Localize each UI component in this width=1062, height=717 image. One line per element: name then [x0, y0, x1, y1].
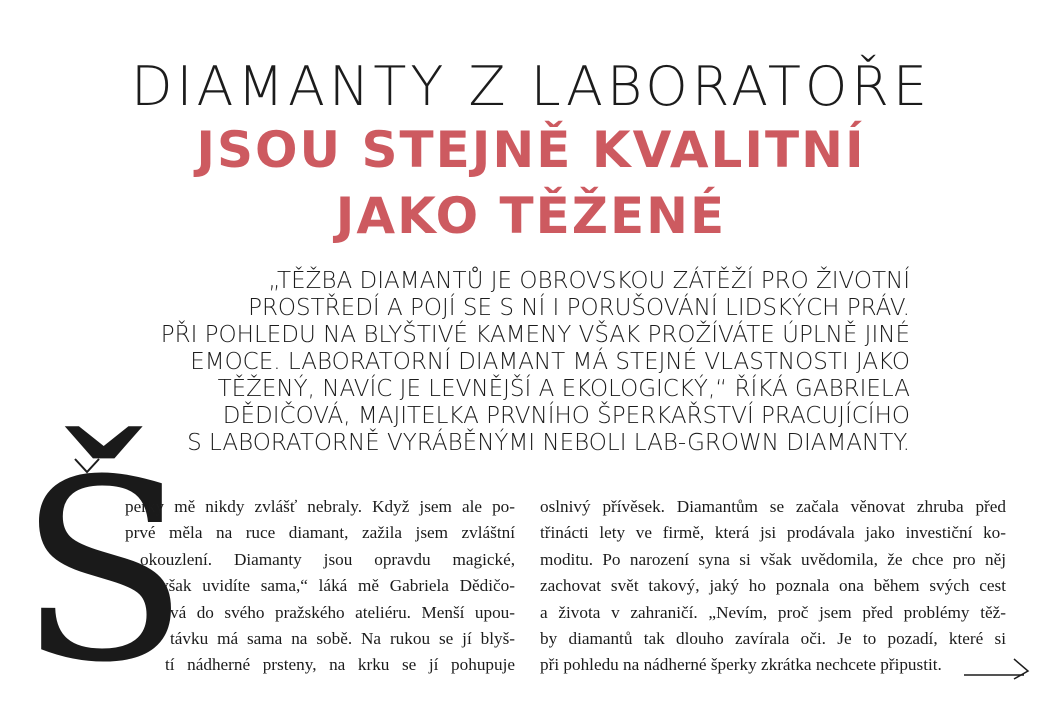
body-line: by diamantů tak dlouho zavírala oči. Je to pozadí, které si: [540, 629, 1006, 649]
lead-line: TĚŽENÝ, NAVÍC JE LEVNĚJŠÍ A EKOLOGICKÝ,“ ŘÍKÁ GABRIELA: [217, 376, 910, 402]
body-line: však uvidíte sama,“ láká mě Gabriela Dědičo-: [160, 576, 515, 596]
lead-line: S LABORATORNĚ VYRÁBĚNÝMI NEBOLI LAB-GROWN DIAMANTY.: [187, 430, 910, 456]
body-line: okouzlení. Diamanty jsou opravdu magické,: [140, 549, 515, 569]
body-line: a života v zahraničí. „Nevím, proč jsem před problémy těž-: [540, 602, 1006, 622]
lead-line: EMOCE. LABORATORNÍ DIAMANT MÁ STEJNÉ VLASTNOSTI JAKO: [190, 349, 910, 375]
headline-line-1: DIAMANTY Z LABORATOŘE: [130, 55, 932, 118]
headline-line-2: JSOU STEJNĚ KVALITNÍ: [196, 121, 866, 179]
lead-line: „TĚŽBA DIAMANTŮ JE OBROVSKOU ZÁTĚŽÍ PRO ŽIVOTNÍ: [268, 268, 910, 294]
body-line: při pohledu na nádherné šperky zkrátka nechcete připustit.: [540, 655, 942, 675]
article-column-1: [125, 494, 515, 679]
body-line: tí nádherné prsteny, na krku se jí pohupuje: [165, 655, 515, 675]
lead-line: PROSTŘEDÍ A POJÍ SE S NÍ I PORUŠOVÁNÍ LIDSKÝCH PRÁV.: [248, 295, 910, 321]
drop-cap: Š: [18, 426, 190, 717]
body-line: prvé měla na ruce diamant, zažila jsem zvláštní: [125, 523, 515, 543]
body-line: távku má sama na sobě. Na rukou se jí blyš-: [170, 629, 515, 649]
lead-line: PŘI POHLEDU NA BLYŠTIVÉ KAMENY VŠAK PROŽÍVÁTE ÚPLNĚ JINÉ: [160, 322, 910, 348]
arrow-right-icon[interactable]: [964, 657, 1030, 681]
body-line: zachovat svět takový, jaký ho poznala ona během svých cest: [540, 576, 1006, 596]
body-line: třinácti lety ve firmě, která jsi prodávala jako investiční ko-: [540, 523, 1006, 543]
body-line: vá do svého pražského ateliéru. Menší upou-: [170, 602, 515, 622]
lead-paragraph: [150, 268, 910, 457]
lead-line: DĚDIČOVÁ, MAJITELKA PRVNÍHO ŠPERKAŘSTVÍ PRACUJÍCÍHO: [222, 403, 910, 429]
article-column-2: [540, 494, 1006, 679]
headline-line-3: JAKO TĚŽENÉ: [335, 187, 727, 245]
body-line: moditu. Po narození syna si však uvědomila, že chce pro něj: [540, 549, 1006, 569]
body-line: perky mě nikdy zvlášť nebraly. Když jsem ale po-: [125, 497, 515, 516]
body-line: oslnivý přívěsek. Diamantům se začala věnovat zhruba před: [540, 497, 1006, 516]
